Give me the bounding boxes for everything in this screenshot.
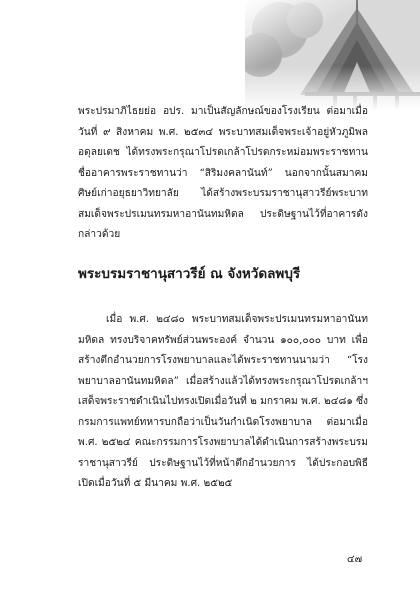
body-paragraph-2: เมื่อ พ.ศ. ๒๔๘๐ พระบาทสมเด็จพระปรเมนทรมหาอานันทมหิดล ทรงบริจาคทรัพย์ส่วนพระองค์ จำนวน ๑๐๐,๐๐๐ บาท เพื่อสร้างตึกอำนวยการโรงพยาบาลและได้พระราชทานนามว่า “โรงพยาบาลอานันทมหิดล” เมื่อสร้างแล้วได้ทรงพระกรุณาโปรดเกล้าฯ เสด็จพระราชดำเนินไปทรงเปิดเมื่อวันที่ ๒ มกราคม พ.ศ. ๒๔๘๑ ซึ่งกรมการแพทย์ทหารบกถือว่าเป็นวันกำเนิดโรงพยาบาล ต่อมาเมื่อ พ.ศ. ๒๕๒๔ คณะกรรมการโรงพยาบาลได้ดำเนินการสร้างพระบรมราชานุสาวรีย์ ประดิษฐานไว้ที่หน้าตึกอำนวยการ ได้ประกอบพิธีเปิดเมื่อวันที่ ๕ มีนาคม พ.ศ. ๒๕๒๕	[78, 314, 368, 490]
page-number: ๔๗	[347, 554, 363, 565]
body-paragraph-1: พระปรมาภิไธยย่อ อปร. มาเป็นสัญลักษณ์ของโรงเรียน ต่อมาเมื่อวันที่ ๙ สิงหาคม พ.ศ. ๒๕๓๔ พระบาทสมเด็จพระเจ้าอยู่หัวภูมิพลอดุลยเดช ได้ทรงพระกรุณาโปรดเกล้าโปรดกระหม่อมพระราชทานชื่ออาคารพระราชทานว่า “สิริมงคลานันท์” นอกจากนั้นสมาคมศิษย์เก่าอยุธยาวิทยาลัย ได้สร้างพระบรมราชานุสาวรีย์พระบาทสมเด็จพระปรเมนทรมหาอานันทมหิดล ประดิษฐานไว้ที่อาคารดังกล่าวด้วย	[78, 106, 368, 241]
temple-header-image	[245, 0, 420, 110]
section-heading: พระบรมราชานุสาวรีย์ ณ จังหวัดลพบุรี	[78, 266, 301, 282]
